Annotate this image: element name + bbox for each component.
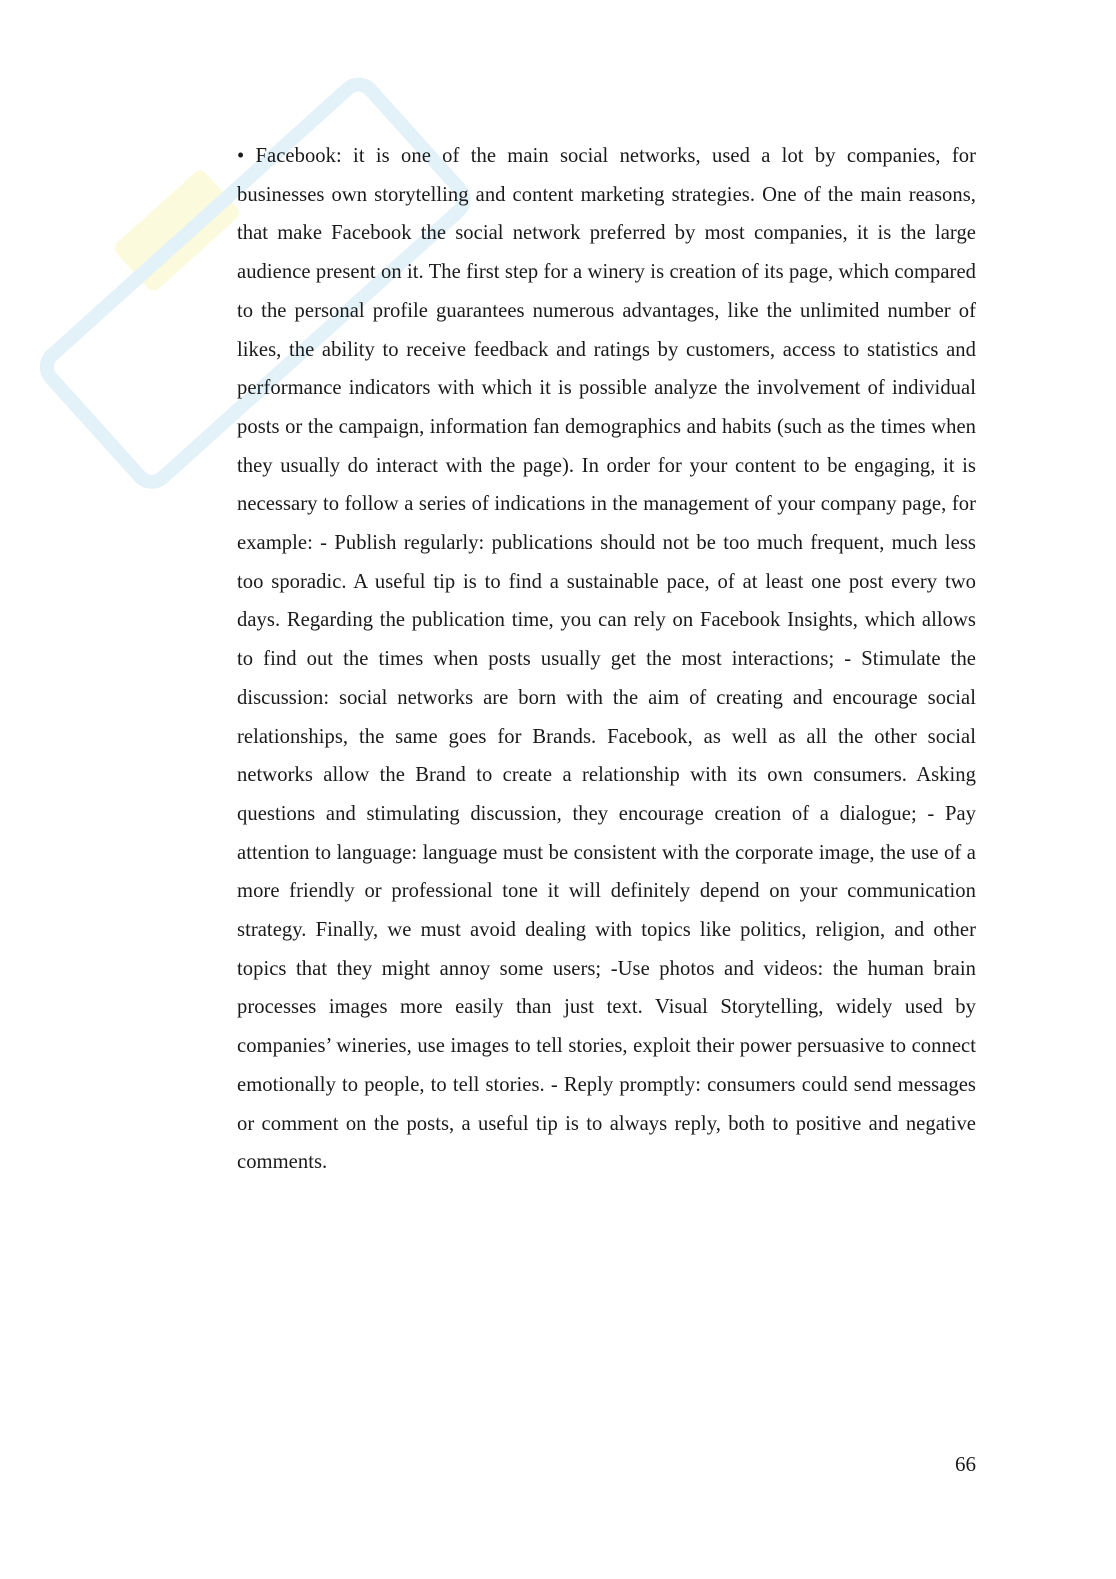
facebook-paragraph: • Facebook: it is one of the main social networks, used a lot by companies, for businesses own storytelling and content marketing strategies. One of the main reasons, that make Facebook the social network preferred by most companies, it is the large audience present on it. The first step for a winery is creation of its page, which compared to the personal profile guarantees numerous advantages, like the unlimited number of likes, the ability to receive feedback and ratings by customers, access to statistics and performance indicators with which it is possible analyze the involvement of individual posts or the campaign, information fan demographics and habits (such as the times when they usually do interact with the page). In order for your content to be engaging, it is necessary to follow a series of indications in the management of your company page, for example: - Publish regularly: publications should not be too much frequent, much less too sporadic. A useful tip is to find a sustainable pace, of at least one post every two days. Regarding the publication time, you can rely on Facebook Insights, which allows to find out the times when posts usually get the most interactions; - Stimulate the discussion: social networks are born with the aim of creating and encourage social relationships, the same goes for Brands. Facebook, as well as all the other social networks allow the Brand to create a relationship with its own consumers. Asking questions and stimulating discussion, they encourage creation of a dialogue; - Pay attention to language: language must be consistent with the corporate image, the use of a more friendly or professional tone it will definitely depend on your communication strategy. Finally, we must avoid dealing with topics like politics, religion, and other topics that they might annoy some users; -Use photos and videos: the human brain processes images more easily than just text. Visual Storytelling, widely used by companies’ wineries, use images to tell stories, exploit their power persuasive to connect emotionally to people, to tell stories. - Reply promptly: consumers could send messages or comment on the posts, a useful tip is to always reply, both to positive and negative comments.: [237, 145, 976, 1174]
page-number: 66: [955, 1452, 976, 1476]
page-body: [237, 137, 976, 1182]
watermark-badge-shape: [112, 167, 243, 293]
